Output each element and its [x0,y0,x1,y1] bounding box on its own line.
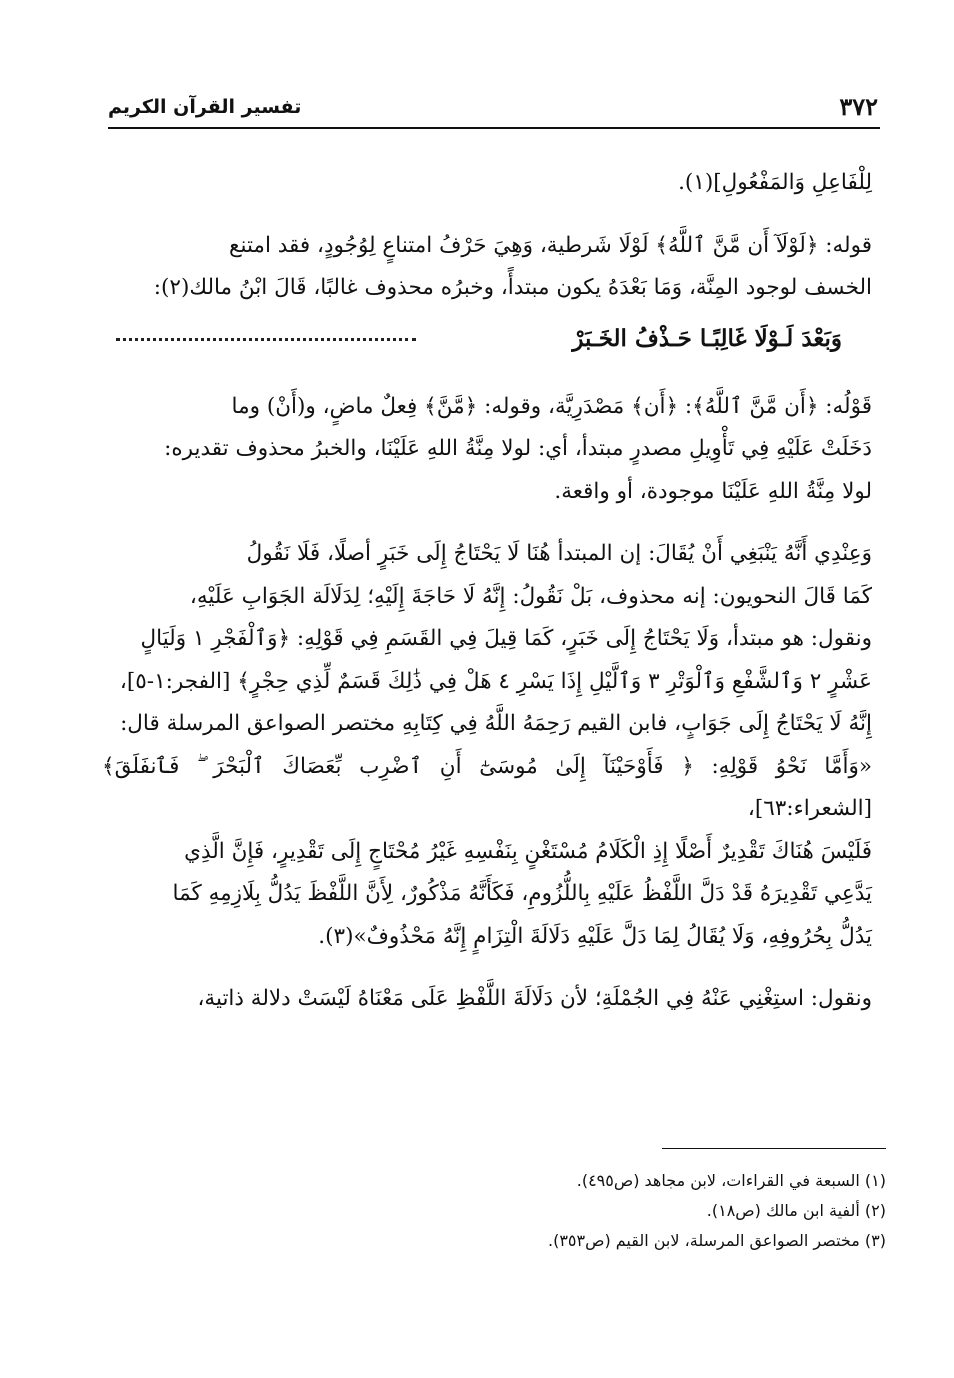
paragraph-line: يَدَّعِي تَقْدِيرَهُ قَدْ دَلَّ اللَّفْظُ عَلَيْهِ بِاللُّزُومِ، فَكَأَنَّهُ مَذْكُورٌ، لِأَنَّ اللَّفْظَ يَدُلُّ بِلَازِمِهِ كَمَا [172,881,872,906]
page-number: ٣٧٢ [839,92,878,121]
page-header [108,92,878,132]
paragraph-line: عَشْرٍ ٢ وَٱلشَّفْعِ وَٱلْوَتْرِ ٣ وَٱلَّيْلِ إِذَا يَسْرِ ٤ هَلْ فِي ذَٰلِكَ قَسَمٌ لِّذِي حِجْرٍ﴾ [الفجر:١-٥]، [119,668,872,694]
paragraph-line: لولا مِنَّةُ اللهِ عَلَيْنَا موجودة، أو واقعة. [554,478,872,504]
paragraph-gap [102,205,872,225]
paragraph-gap [102,366,872,386]
paragraph-line: كَمَا قَالَ النحويون: إنه محذوف، بَلْ نَقُولُ: إِنَّهُ لَا حَاجَةَ إِلَيْهِ؛ لِدَلَالَة الجَوَابِ عَلَيْهِ، [189,583,872,609]
main-text [102,162,872,1021]
paragraph-gap [102,958,872,978]
paragraph-gap [102,513,872,533]
poem-hemistich: وَبَعْدَ لَـوْلَا غَالِبًـا حَـذْفُ الخَـبَرْ [572,324,842,352]
paragraph-line: يَدُلُّ بِحُرُوفِهِ، وَلَا يُقَالُ لِمَا دَلَّ عَلَيْهِ دَلَالَةَ الْتِزَامٍ إِنَّهُ مَحْذُوفٌ»(٣). [318,923,872,949]
paragraph-line: دَخَلَتْ عَلَيْهِ فِي تَأْوِيلِ مصدرٍ مبتدأ، أي: لولا مِنَّةُ اللهِ عَلَيْنَا، والخبرُ محذوف تقديره: [164,436,872,461]
paragraph-line: وَعِنْدِي أَنَّهُ يَنْبَغِي أَنْ يُقَالَ: إن المبتدأ هُنَا لَا يَحْتَاجُ إِلَى خَبَرٍ أصلًا، فَلَا نَقُولُ [246,541,872,566]
poem-verse [102,310,872,366]
paragraph-line: فَلَيْسَ هُنَاكَ تَقْدِيرٌ أَصْلًا إِذِ الْكَلَامُ مُسْتَغْنٍ بِنَفْسِهِ غَيْرُ مُحْتَاجٍ إِلَى تَقْدِيرٍ، فَإِنَّ الَّذِي [184,838,872,864]
footnote-3: (٣) مختصر الصواعق المرسلة، لابن القيم (ص٣٥٣). [547,1231,886,1250]
paragraph-line: لِلْفَاعِلِ وَالمَفْعُولِ](١). [678,170,872,195]
paragraph-line: إِنَّهُ لَا يَحْتَاجُ إِلَى جَوَابٍ، فابن القيم رَحِمَهُ اللَّهُ فِي كِتَابِهِ مختصر الصواعق المرسلة قال: [120,711,872,736]
paragraph-line: قَوْلُه: ﴿أَن مَّنَّ ٱللَّهُ﴾: ﴿أَن﴾ مَصْدَرِيَّة، وقوله: ﴿مَّنَّ﴾ فِعلٌ ماضٍ، و(أَنْ) وما [231,393,872,419]
footnotes [106,1166,886,1256]
book-title: تفسير القرآن الكريم [108,96,302,118]
poem-dotted-line [116,338,416,341]
paragraph-line: ونقول: هو مبتدأ، وَلَا يَحْتَاجُ إِلَى خَبَرٍ، كَمَا قِيلَ فِي القَسَمِ فِي قَوْلِهِ: ﴿وَٱلْفَجْرِ ١ وَلَيَالٍ [140,626,872,651]
paragraph-line: ونقول: استِغْنِي عَنْهُ فِي الجُمْلَةِ؛ لأن دَلَالَةَ اللَّفْظِ عَلَى مَعْنَاهُ لَيْسَتْ دلالة ذاتية، [197,986,872,1011]
paragraph-line: «وَأَمَّا نَحْوُ قَوْلِهِ: ﴿ فَأَوْحَيْنَآ إِلَىٰ مُوسَىٰٓ أَنِ ٱضْرِب بِّعَصَاكَ ٱلْبَحْرَ ۖ فَٱنفَلَقَ﴾ [الشعراء:٦٣]، [102,753,872,821]
paragraph-line: الخسف لوجود المِنَّة، وَمَا بَعْدَهُ يكون مبتدأً، وخبرُه محذوف غالبًا، قَالَ ابْنُ مالك(٢): [153,275,872,300]
footnote-1: (١) السبعة في القراءات، لابن مجاهد (ص٤٩٥). [576,1171,886,1190]
paragraph-line: قوله: ﴿لَوْلَآ أَن مَّنَّ ٱللَّهُ﴾ لَوْلَا شَرطية، وَهِيَ حَرْفُ امتناعٍ لِوُجُودٍ، فقد امتنع [229,232,872,258]
footnote-2: (٢) ألفية ابن مالك (ص١٨). [706,1201,886,1220]
footnote-divider [662,1148,886,1149]
header-divider [108,127,880,129]
